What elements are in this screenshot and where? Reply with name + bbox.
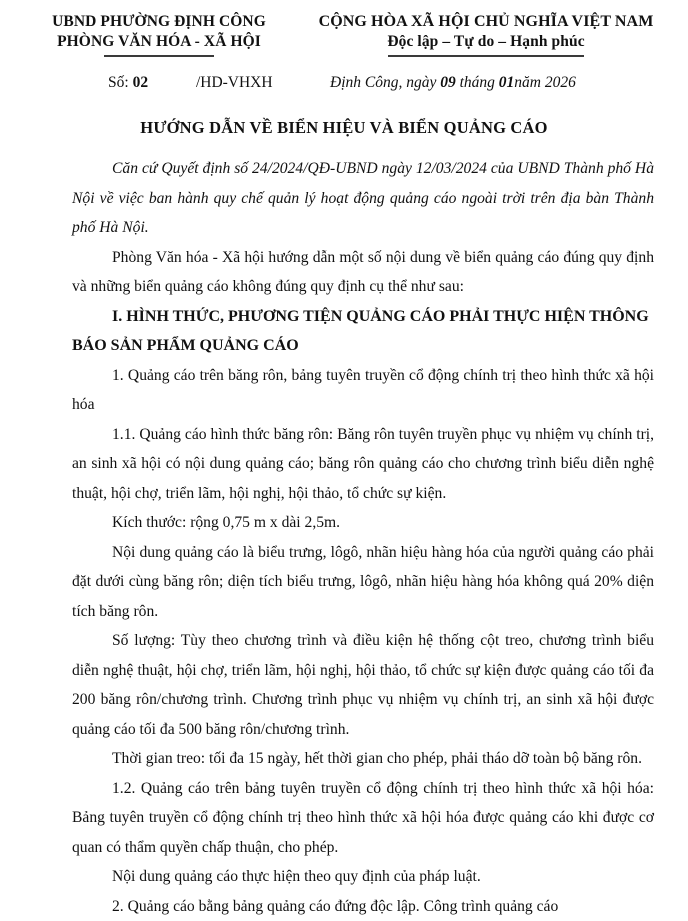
paragraph-intro: Phòng Văn hóa - Xã hội hướng dẫn một số nội dung về biển quảng cáo đúng quy định và những biển quảng cáo không đúng quy định cụ thể như sau: (72, 243, 654, 302)
national-motto: Độc lập – Tự do – Hạnh phúc (300, 32, 672, 52)
national-heading-block (300, 12, 688, 57)
item-2: 2. Quảng cáo bằng bảng quảng cáo đứng độc lập. Công trình quảng cáo (72, 892, 654, 921)
paragraph-display-time: Thời gian treo: tối đa 15 ngày, hết thời gian cho phép, phải tháo dỡ toàn bộ băng rôn. (72, 744, 654, 774)
date-year: 2026 (545, 74, 576, 91)
document-number-label: Số: (108, 74, 129, 91)
paragraph-size: Kích thước: rộng 0,75 m x dài 2,5m. (72, 508, 654, 538)
paragraph-legal-basis: Căn cứ Quyết định số 24/2024/QĐ-UBND ngày 12/03/2024 của UBND Thành phố Hà Nội về việc ban hành quy chế quản lý hoạt động quảng cáo ngoài trời trên địa bàn Thành phố Hà Nội. (72, 154, 654, 243)
document-header (0, 0, 688, 57)
issuing-authority-line-1: UBND PHƯỜNG ĐỊNH CÔNG (18, 12, 300, 32)
document-number-suffix: /HD-VHXH (196, 74, 273, 91)
date-year-label: năm (514, 74, 541, 91)
section-heading-1: I. HÌNH THỨC, PHƯƠNG TIỆN QUẢNG CÁO PHẢI THỰC HIỆN THÔNG BÁO SẢN PHẨM QUẢNG CÁO (72, 302, 654, 361)
national-name: CỘNG HÒA XÃ HỘI CHỦ NGHĨA VIỆT NAM (300, 12, 672, 32)
date-month: 01 (499, 74, 515, 91)
place-date-prefix: Định Công, ngày (330, 74, 436, 91)
item-1: 1. Quảng cáo trên băng rôn, bảng tuyên truyền cổ động chính trị theo hình thức xã hội hóa (72, 361, 654, 420)
document-place-date (330, 74, 688, 92)
document-meta-row (0, 74, 688, 92)
issuing-authority-underline (104, 55, 214, 57)
paragraph-content: Nội dung quảng cáo là biểu trưng, lôgô, nhãn hiệu hàng hóa của người quảng cáo phải đặt dưới cùng băng rôn; diện tích biểu trưng, lôgô, nhãn hiệu hàng hóa không quá 20% diện tích băng rôn. (72, 538, 654, 627)
paragraph-quantity: Số lượng: Tùy theo chương trình và điều kiện hệ thống cột treo, chương trình biểu diễn nghệ thuật, hội chợ, triển lãm, hội nghị, hội thảo, tổ chức sự kiện được quảng cáo tối đa 200 băng rôn/chương trình. Chương trình phục vụ nhiệm vụ chính trị, an sinh xã hội được quảng cáo tối đa 500 băng rôn/chương trình. (72, 626, 654, 744)
paragraph-law-compliance: Nội dung quảng cáo thực hiện theo quy định của pháp luật. (72, 862, 654, 892)
issuing-authority-block (0, 12, 300, 57)
item-1-1: 1.1. Quảng cáo hình thức băng rôn: Băng rôn tuyên truyền phục vụ nhiệm vụ chính trị, an sinh xã hội có nội dung quảng cáo; băng rôn quảng cáo cho chương trình biểu diễn nghệ thuật, hội chợ, triển lãm, hội nghị, hội thảo, tổ chức sự kiện. (72, 420, 654, 509)
item-1-2: 1.2. Quảng cáo trên bảng tuyên truyền cổ động chính trị theo hình thức xã hội hóa: Bảng tuyên truyền cổ động chính trị theo hình thức xã hội hóa được quảng cáo khi được cơ quan có thẩm quyền chấp thuận, cho phép. (72, 774, 654, 863)
date-month-label: tháng (460, 74, 495, 91)
document-number (0, 74, 330, 92)
national-motto-underline (388, 55, 584, 57)
date-day: 09 (440, 74, 456, 91)
document-number-value: 02 (133, 74, 149, 91)
page-title: HƯỚNG DẪN VỀ BIỂN HIỆU VÀ BIỂN QUẢNG CÁO (0, 118, 688, 138)
document-body (0, 154, 688, 921)
issuing-authority-line-2: PHÒNG VĂN HÓA - XÃ HỘI (18, 32, 300, 52)
